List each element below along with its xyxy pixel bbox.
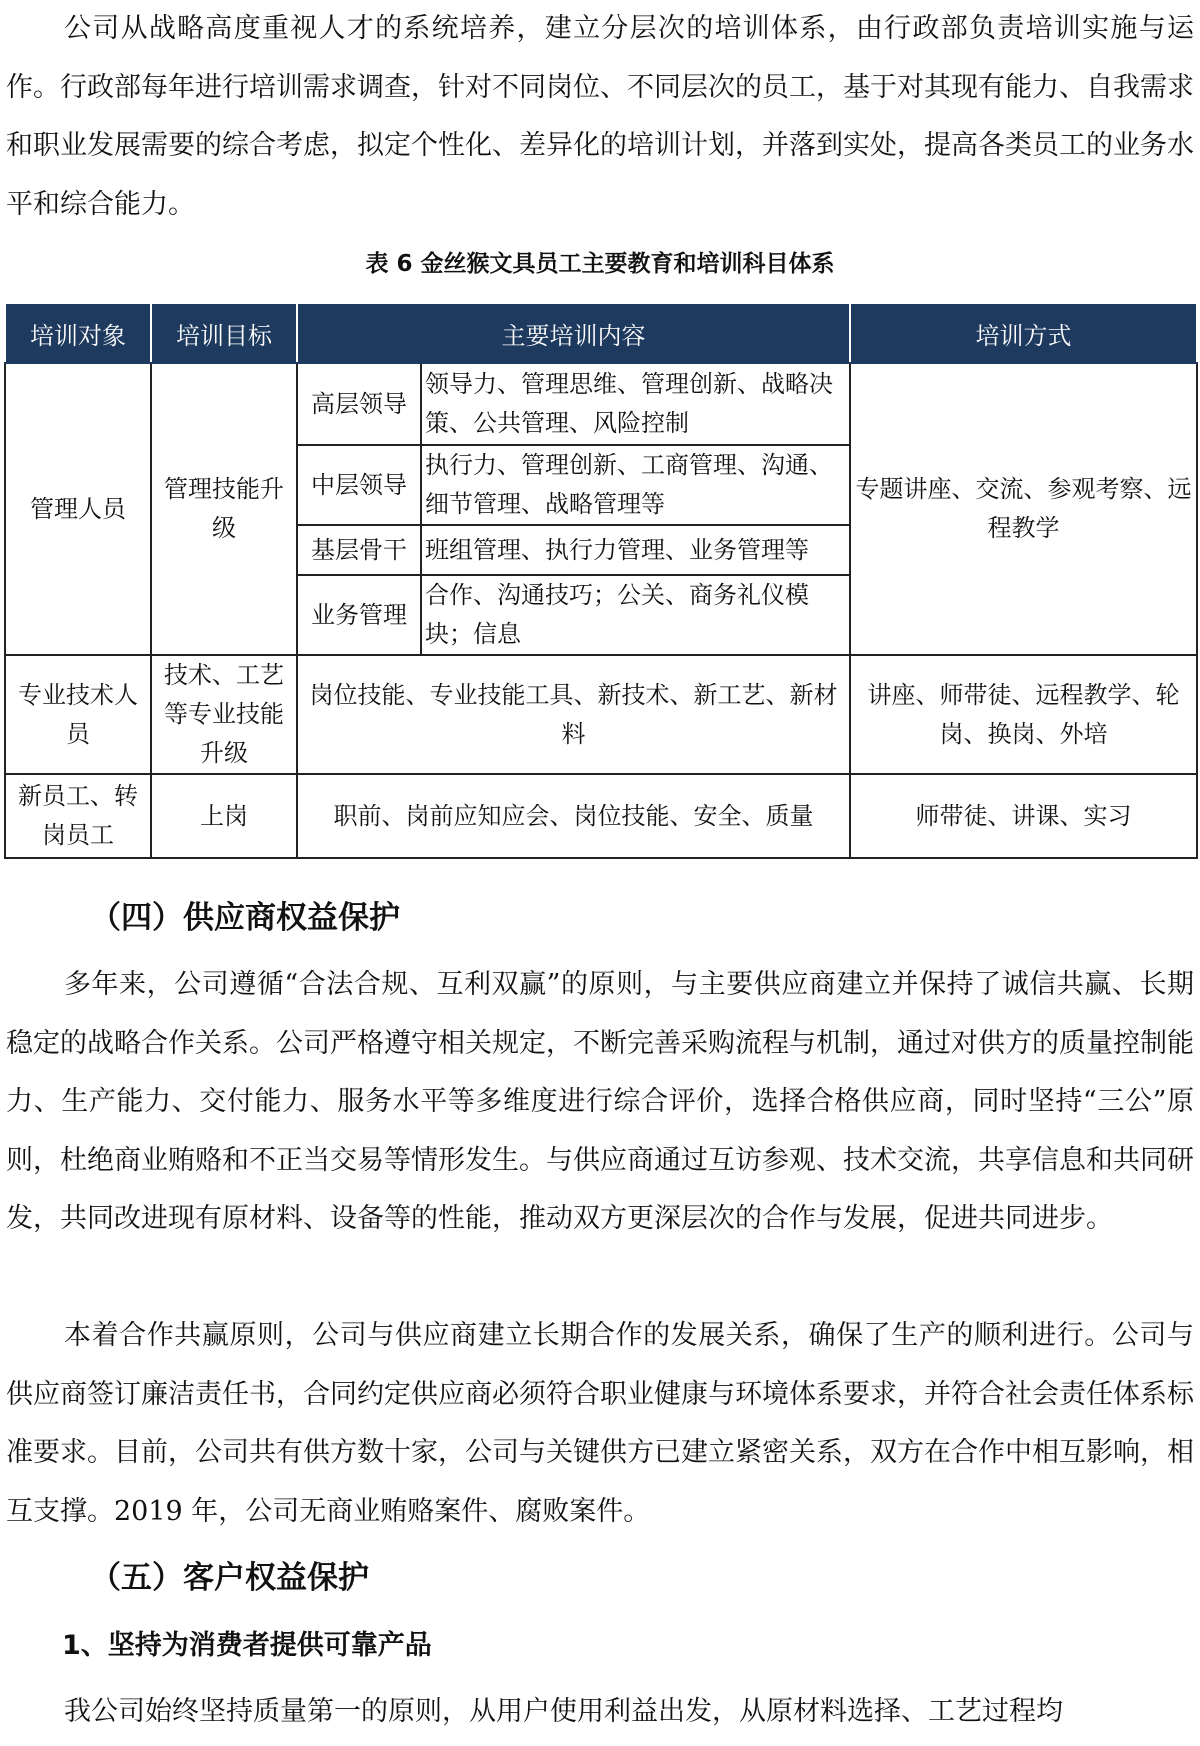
table-row — [5, 655, 1197, 774]
level-middle: 中层领导 — [297, 445, 421, 525]
management-method: 专题讲座、交流、参观考察、远程教学 — [850, 363, 1197, 655]
training-table — [4, 302, 1198, 859]
header-content: 主要培训内容 — [297, 303, 850, 363]
header-method: 培训方式 — [850, 303, 1197, 363]
newcomer-goal: 上岗 — [151, 774, 297, 858]
management-target: 管理人员 — [5, 363, 151, 655]
section4-paragraph-1: 多年来，公司遵循“合法合规、互利双赢”的原则，与主要供应商建立并保持了诚信共赢、长期稳定的战略合作关系。公司严格遵守相关规定，不断完善采购流程与机制，通过对供方的质量控制能力、生产能力、交付能力、服务水平等多维度进行综合评价，选择合格供应商，同时坚持“三公”原则，杜绝商业贿赂和不正当交易等情形发生。与供应商通过互访参观、技术交流，共享信息和共同研发，共同改进现有原材料、设备等的性能，推动双方更深层次的合作与发展，促进共同进步。 — [6, 969, 1194, 1234]
content-grassroots: 班组管理、执行力管理、业务管理等 — [421, 525, 850, 575]
header-goal: 培训目标 — [151, 303, 297, 363]
table-row — [5, 363, 1197, 445]
header-target: 培训对象 — [5, 303, 151, 363]
section4-heading: （四）供应商权益保护 — [90, 900, 400, 936]
level-senior: 高层领导 — [297, 363, 421, 445]
table-caption: 表 6 金丝猴文具员工主要教育和培训科目体系 — [365, 251, 835, 277]
section4-paragraph-2: 本着合作共赢原则，公司与供应商建立长期合作的发展关系，确保了生产的顺利进行。公司与供应商签订廉洁责任书，合同约定供应商必须符合职业健康与环境体系要求，并符合社会责任体系标准要求。目前，公司共有供方数十家，公司与关键供方已建立紧密关系，双方在合作中相互影响，相互支撑。2019 年，公司无商业贿赂案件、腐败案件。 — [6, 1320, 1194, 1527]
technical-goal: 技术、工艺等专业技能升级 — [151, 655, 297, 774]
section5-heading: （五）客户权益保护 — [90, 1560, 369, 1596]
newcomer-method: 师带徒、讲课、实习 — [850, 774, 1197, 858]
management-goal: 管理技能升级 — [151, 363, 297, 655]
technical-target: 专业技术人员 — [5, 655, 151, 774]
technical-method: 讲座、师带徒、远程教学、轮岗、换岗、外培 — [850, 655, 1197, 774]
section5-paragraph: 我公司始终坚持质量第一的原则，从用户使用利益出发，从原材料选择、工艺过程均 — [64, 1696, 1063, 1727]
table-row — [5, 774, 1197, 858]
content-business: 合作、沟通技巧；公关、商务礼仪模块；信息 — [421, 575, 850, 655]
content-senior: 领导力、管理思维、管理创新、战略决策、公共管理、风险控制 — [421, 363, 850, 445]
technical-content: 岗位技能、专业技能工具、新技术、新工艺、新材料 — [297, 655, 850, 774]
table-header-row — [5, 303, 1197, 363]
level-grassroots: 基层骨干 — [297, 525, 421, 575]
newcomer-target: 新员工、转岗员工 — [5, 774, 151, 858]
newcomer-content: 职前、岗前应知应会、岗位技能、安全、质量 — [297, 774, 850, 858]
section5-subheading: 1、坚持为消费者提供可靠产品 — [62, 1630, 432, 1661]
intro-paragraph: 公司从战略高度重视人才的系统培养，建立分层次的培训体系，由行政部负责培训实施与运作。行政部每年进行培训需求调查，针对不同岗位、不同层次的员工，基于对其现有能力、自我需求和职业发展需要的综合考虑，拟定个性化、差异化的培训计划，并落到实处，提高各类员工的业务水平和综合能力。 — [6, 13, 1194, 220]
level-business: 业务管理 — [297, 575, 421, 655]
content-middle: 执行力、管理创新、工商管理、沟通、细节管理、战略管理等 — [421, 445, 850, 525]
